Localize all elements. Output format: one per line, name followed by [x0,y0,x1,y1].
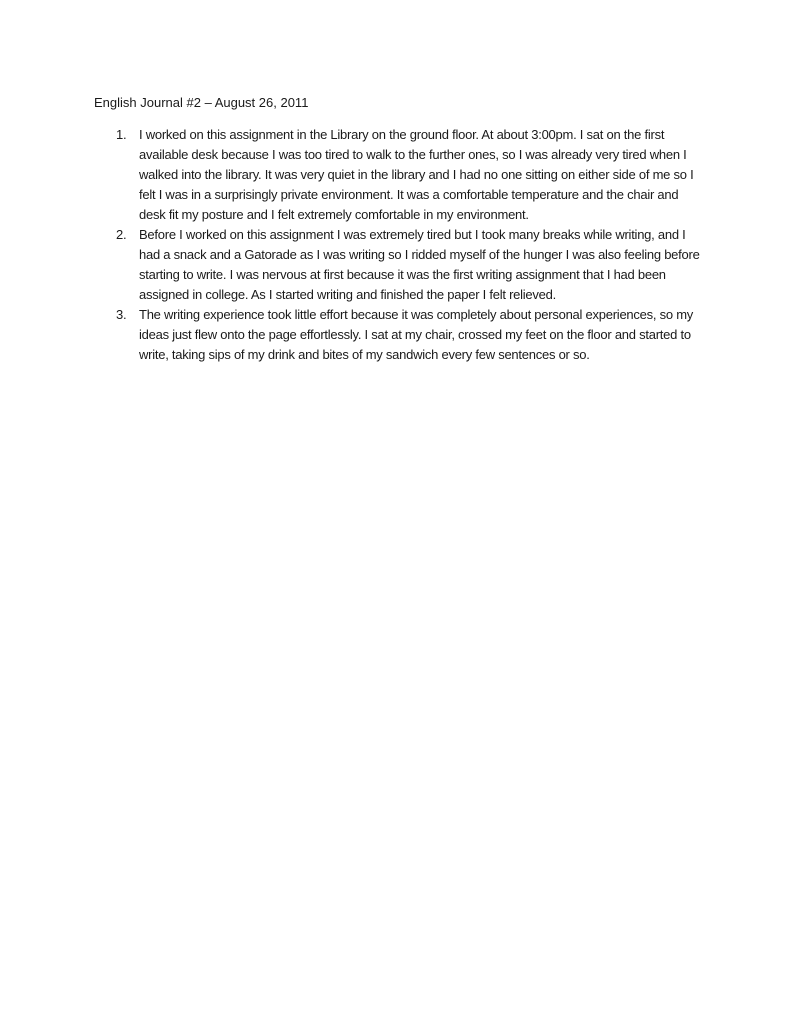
journal-entry-3 [94,305,700,365]
journal-entry-1 [94,125,700,225]
entry-text: The writing experience took little effort because it was completely about personal experiences, so my ideas just flew onto the page effortlessly. I sat at my chair, crossed my feet on the floor and started to write, taking sips of my drink and bites of my sandwich every few sentences or so. [139,307,694,362]
entry-text: I worked on this assignment in the Library on the ground floor. At about 3:00pm. I sat on the first available desk because I was too tired to walk to the further ones, so I was already very tired when I walked into the library. It was very quiet in the library and I had no one sitting on either side of me so I felt I was in a surprisingly private environment. It was a comfortable temperature and the chair and desk fit my posture and I felt extremely comfortable in my environment. [139,127,694,222]
entry-number: 2. [116,227,127,242]
entry-number: 3. [116,307,127,322]
journal-entry-list [94,125,700,365]
entry-text: Before I worked on this assignment I was extremely tired but I took many breaks while writing, and I had a snack and a Gatorade as I was writing so I ridded myself of the hunger I was also feeling before starting to write. I was nervous at first because it was the first writing assignment that I had been assigned in college. As I started writing and finished the paper I felt relieved. [139,227,700,302]
entry-number: 1. [116,127,127,142]
journal-entry-2 [94,225,700,305]
document-title: English Journal #2 – August 26, 2011 [94,95,309,110]
